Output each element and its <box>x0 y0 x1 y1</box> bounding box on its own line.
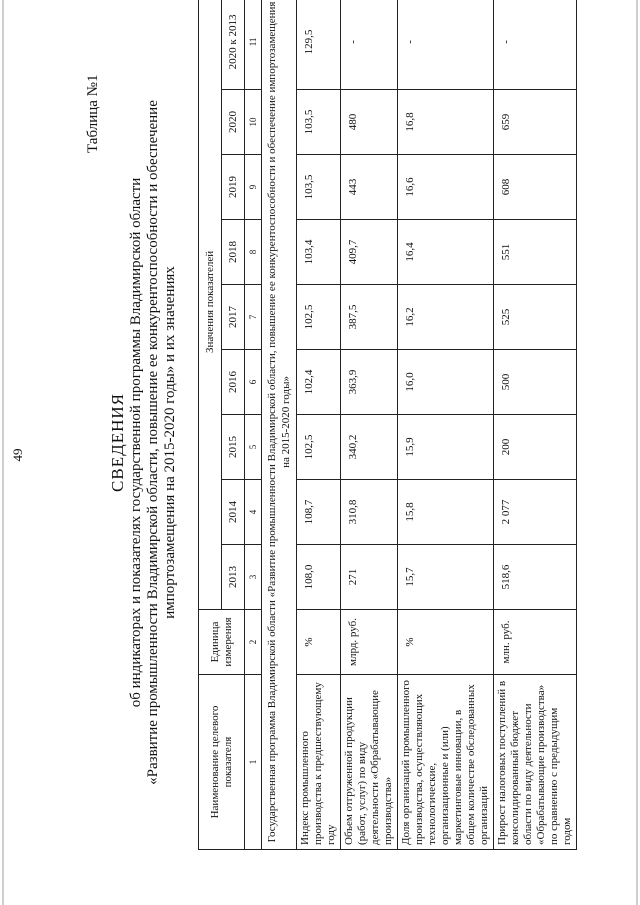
indicator-unit: млн. руб. <box>494 610 577 675</box>
indicator-value: 525 <box>494 285 577 350</box>
column-number: 11 <box>245 0 262 90</box>
indicator-name: Индекс промышленного производства к предшествующему году <box>297 675 341 850</box>
indicator-unit: % <box>297 610 341 675</box>
indicator-value: 500 <box>494 350 577 415</box>
program-row <box>262 0 297 850</box>
indicator-name: Доля организаций промышленного производства, осуществляющих технологические, организационные и (или) маркетинговые инновации, в общем количестве обследованных организаций <box>398 675 494 850</box>
heading-line-4: импортозамещения на 2015-2020 годы» и их значениях <box>162 266 178 619</box>
indicator-value: 271 <box>341 545 398 610</box>
year-header: 2020 к 2013 <box>222 0 245 90</box>
indicator-value: 16,8 <box>398 90 494 155</box>
year-header: 2014 <box>222 480 245 545</box>
column-number: 3 <box>245 545 262 610</box>
indicator-value: 480 <box>341 90 398 155</box>
column-number: 10 <box>245 90 262 155</box>
table-label: Таблица №1 <box>85 74 101 153</box>
indicator-value: 16,0 <box>398 350 494 415</box>
page-number: 49 <box>10 448 25 462</box>
heading-line-3: «Развитие промышленности Владимирской области, повышение ее конкурентоспособности и обеспечение <box>145 100 161 785</box>
indicator-value: 15,7 <box>398 545 494 610</box>
indicator-name: Прирост налоговых поступлений в консолидированный бюджет области по виду деятельности «Обрабатывающие производства» по сравнению с предыдущим годом <box>494 675 577 850</box>
column-number: 5 <box>245 415 262 480</box>
indicator-value: 15,9 <box>398 415 494 480</box>
indicator-value: - <box>398 0 494 90</box>
year-header: 2020 <box>222 90 245 155</box>
indicator-value: - <box>494 0 577 90</box>
indicator-value: 103,5 <box>297 90 341 155</box>
indicator-value: 15,8 <box>398 480 494 545</box>
year-header: 2015 <box>222 415 245 480</box>
indicator-unit: млрд. руб. <box>341 610 398 675</box>
indicator-value: 108,7 <box>297 480 341 545</box>
year-header: 2019 <box>222 155 245 220</box>
indicator-value: 200 <box>494 415 577 480</box>
indicator-value: 102,4 <box>297 350 341 415</box>
column-number: 1 <box>245 675 262 850</box>
indicator-unit: % <box>398 610 494 675</box>
heading-line-2: об индикаторах и показателях государственной программы Владимирской области <box>128 177 144 708</box>
indicator-value: 518,6 <box>494 545 577 610</box>
indicator-name: Объем отгруженной продукции (работ, услуг) по виду деятельности «Обрабатывающие производства» <box>341 675 398 850</box>
indicator-value: 102,5 <box>297 285 341 350</box>
indicator-value: 16,2 <box>398 285 494 350</box>
column-number: 9 <box>245 155 262 220</box>
indicator-value: 2 077 <box>494 480 577 545</box>
column-number: 8 <box>245 220 262 285</box>
indicators-table <box>198 0 577 850</box>
year-header: 2017 <box>222 285 245 350</box>
indicator-value: 103,5 <box>297 155 341 220</box>
indicator-value: - <box>341 0 398 90</box>
indicator-value: 387,5 <box>341 285 398 350</box>
indicator-value: 129,5 <box>297 0 341 90</box>
indicator-value: 443 <box>341 155 398 220</box>
program-title: Государственная программа Владимирской области «Развитие промышленности Владимирской области, повышение ее конкурентоспособности и обеспечение импортозамещения на 2015-2020 годы» <box>262 0 297 850</box>
column-numbers-row <box>245 0 262 850</box>
year-header: 2018 <box>222 220 245 285</box>
indicator-value: 340,2 <box>341 415 398 480</box>
heading-title: СВЕДЕНИЯ <box>108 393 127 492</box>
table-row <box>341 0 398 850</box>
header-row-top <box>199 0 222 850</box>
col-unit-header: Единица измерения <box>199 610 245 675</box>
indicator-value: 608 <box>494 155 577 220</box>
indicator-value: 102,5 <box>297 415 341 480</box>
indicator-value: 551 <box>494 220 577 285</box>
year-header: 2013 <box>222 545 245 610</box>
year-header: 2016 <box>222 350 245 415</box>
indicator-value: 310,8 <box>341 480 398 545</box>
document-heading <box>108 50 179 835</box>
indicator-value: 108,0 <box>297 545 341 610</box>
indicator-value: 16,6 <box>398 155 494 220</box>
column-number: 4 <box>245 480 262 545</box>
column-number: 2 <box>245 610 262 675</box>
column-number: 6 <box>245 350 262 415</box>
indicator-value: 659 <box>494 90 577 155</box>
table-row <box>494 0 577 850</box>
table-row <box>297 0 341 850</box>
indicator-value: 16,4 <box>398 220 494 285</box>
column-number: 7 <box>245 285 262 350</box>
indicator-value: 103,4 <box>297 220 341 285</box>
table-row <box>398 0 494 850</box>
indicator-value: 363,9 <box>341 350 398 415</box>
indicator-value: 409,7 <box>341 220 398 285</box>
col-name-header: Наименование целевого показателя <box>199 675 245 850</box>
values-header: Значения показателей <box>199 0 222 610</box>
